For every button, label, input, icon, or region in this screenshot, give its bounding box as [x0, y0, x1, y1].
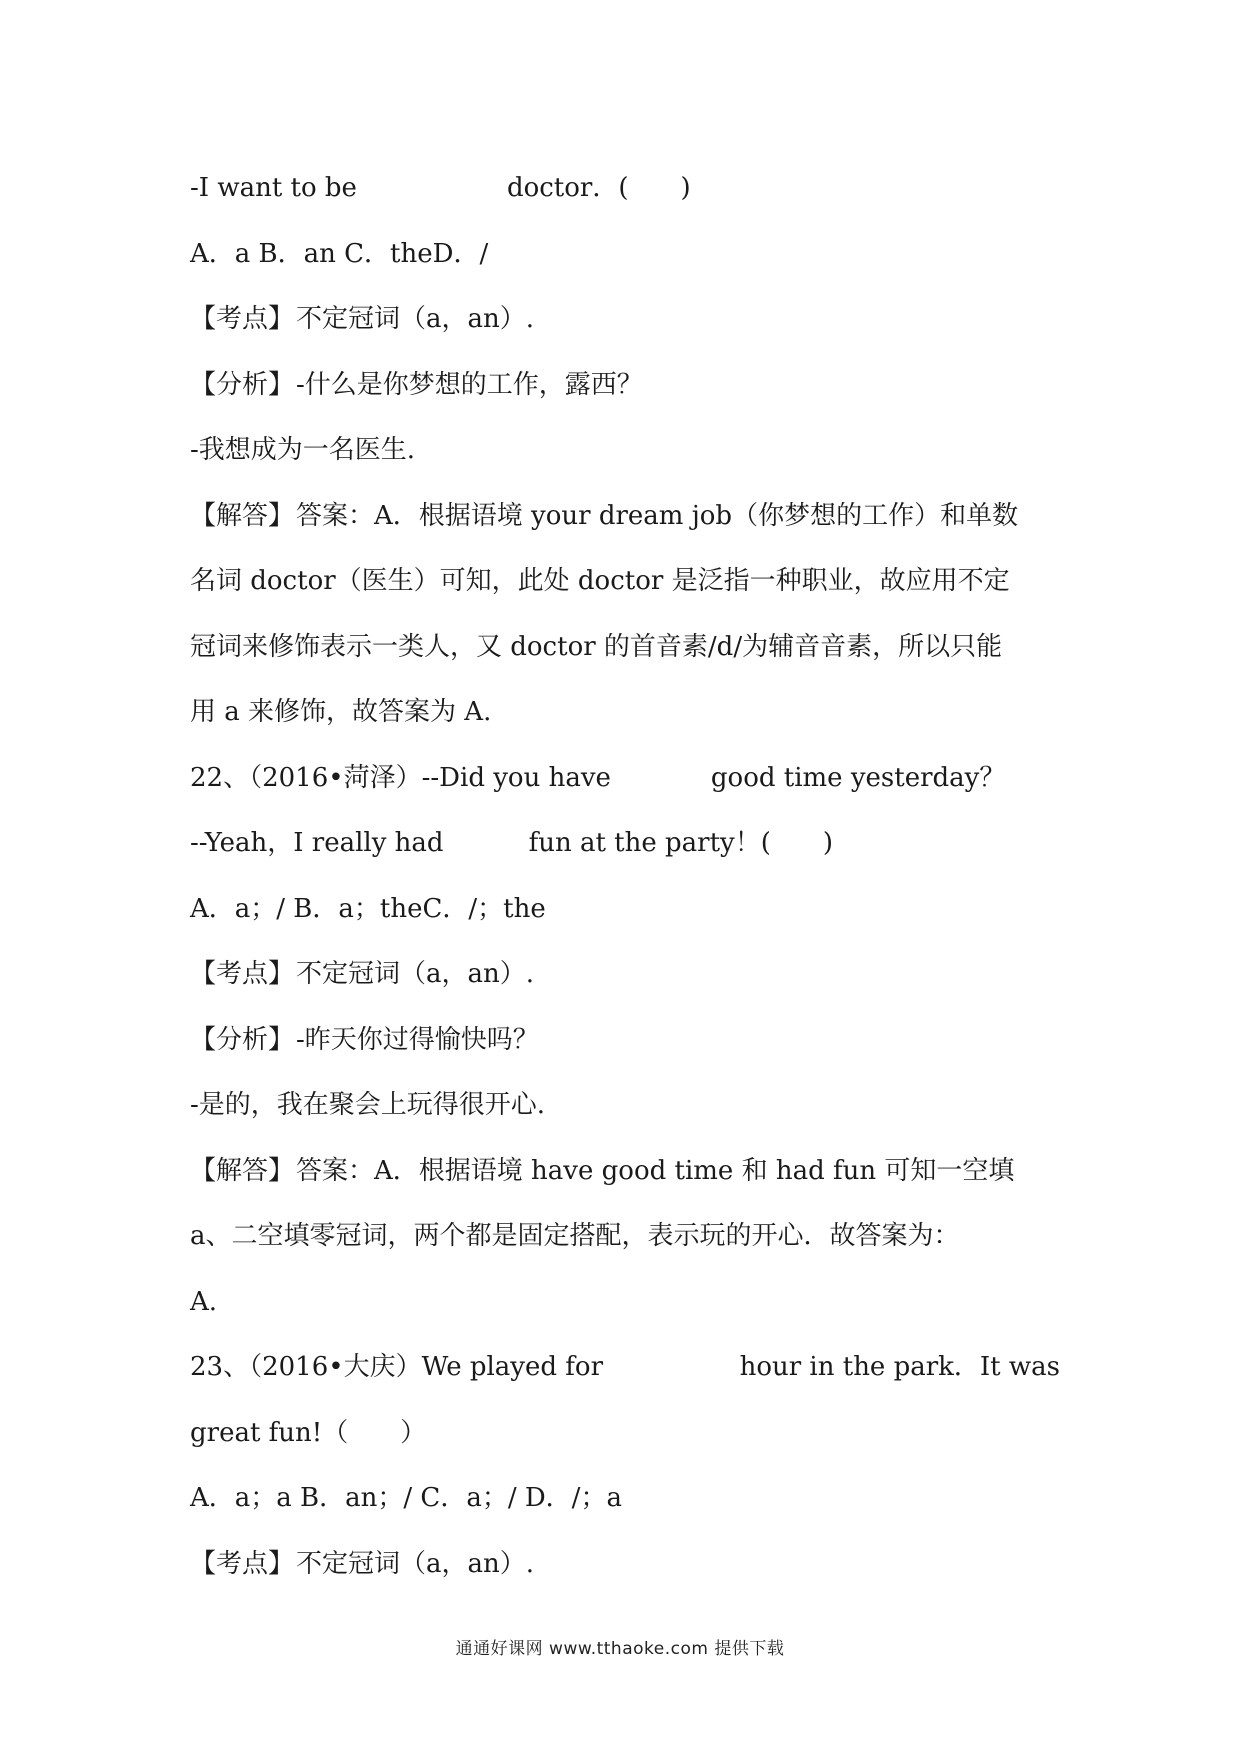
question-23-line — [190, 1335, 1060, 1401]
jieda-text: 答案：A．根据语境 have good time 和 had fun 可知一空填 — [296, 1155, 1015, 1186]
fenxi-line-2 — [190, 418, 1060, 484]
fenxi-line — [190, 1008, 1060, 1074]
page-footer: 通通好课网 www.tthaoke.com 提供下载 — [455, 1639, 785, 1659]
options-line — [190, 222, 1060, 288]
jieda-text-3: 冠词来修饰表示一类人，又 doctor 的首音素/d/为辅音音素，所以只能 — [190, 631, 1003, 662]
question-line — [190, 156, 1060, 222]
options-text: A．a B．an C．theD．/ — [190, 238, 489, 269]
fenxi-line-2 — [190, 1073, 1060, 1139]
jieda-line-2 — [190, 1204, 1060, 1270]
jieda-text-2: 名词 doctor（医生）可知，此处 doctor 是泛指一种职业，故应用不定 — [190, 566, 1010, 596]
question-23-line-2 — [190, 1401, 1060, 1467]
question-22-part4: fun at the party！( ) — [528, 828, 834, 858]
question-content — [190, 156, 1060, 1597]
kaodian-tag: 【考点】 — [190, 959, 295, 989]
fenxi-text-2: -我想成为一名医生. — [190, 435, 416, 465]
question-text-part2: doctor．( ) — [506, 173, 691, 203]
jieda-line — [190, 484, 1060, 550]
jieda-text: 答案：A．根据语境 your dream job（你梦想的工作）和单数 — [296, 500, 1019, 531]
question-22-part2: good time yesterday？ — [710, 762, 1006, 793]
jieda-text-2: a、二空填零冠词，两个都是固定搭配，表示玩的开心．故答案为： — [190, 1221, 960, 1251]
kaodian-tag: 【考点】 — [190, 1548, 295, 1579]
question-22-line-2 — [190, 811, 1060, 877]
question-23-part3: great fun!（ ） — [190, 1417, 427, 1448]
fenxi-tag: 【分析】 — [190, 369, 295, 400]
jieda-tag: 【解答】 — [190, 500, 295, 531]
question-22-part1: 22、（2016•菏泽）--Did you have — [190, 762, 611, 793]
jieda-line-4 — [190, 680, 1060, 746]
fenxi-line — [190, 353, 1060, 419]
kaodian-text: 不定冠词（a，an）. — [296, 1548, 535, 1579]
fenxi-text: -昨天你过得愉快吗？ — [296, 1024, 539, 1055]
jieda-line-2 — [190, 549, 1060, 615]
jieda-text-4: 用 a 来修饰，故答案为 A. — [190, 697, 492, 727]
kaodian-line — [190, 1532, 1060, 1598]
question-text-part1: -I want to be — [190, 173, 357, 203]
fenxi-text-2: -是的，我在聚会上玩得很开心. — [190, 1090, 546, 1120]
options-line — [190, 1466, 1060, 1532]
options-text: A．a；a B．an；/ C．a；/ D．/；a — [190, 1483, 622, 1513]
kaodian-tag: 【考点】 — [190, 304, 295, 334]
jieda-line-3 — [190, 615, 1060, 681]
kaodian-text: 不定冠词（a，an）. — [296, 304, 535, 334]
jieda-text-3: A. — [190, 1286, 218, 1317]
options-text: A．a；/ B．a；theC．/；the — [190, 893, 546, 924]
kaodian-text: 不定冠词（a，an）. — [296, 959, 535, 989]
jieda-tag: 【解答】 — [190, 1155, 295, 1186]
fenxi-tag: 【分析】 — [190, 1024, 295, 1055]
question-22-line — [190, 746, 1060, 812]
jieda-line-3 — [190, 1270, 1060, 1336]
kaodian-line — [190, 287, 1060, 353]
fenxi-text: -什么是你梦想的工作，露西？ — [296, 369, 643, 400]
kaodian-line — [190, 942, 1060, 1008]
question-22-part3: --Yeah，I really had — [190, 828, 444, 858]
question-23-part2: hour in the park．It was — [739, 1352, 1060, 1382]
options-line — [190, 877, 1060, 943]
jieda-line — [190, 1139, 1060, 1205]
question-23-part1: 23、（2016•大庆）We played for — [190, 1352, 603, 1382]
